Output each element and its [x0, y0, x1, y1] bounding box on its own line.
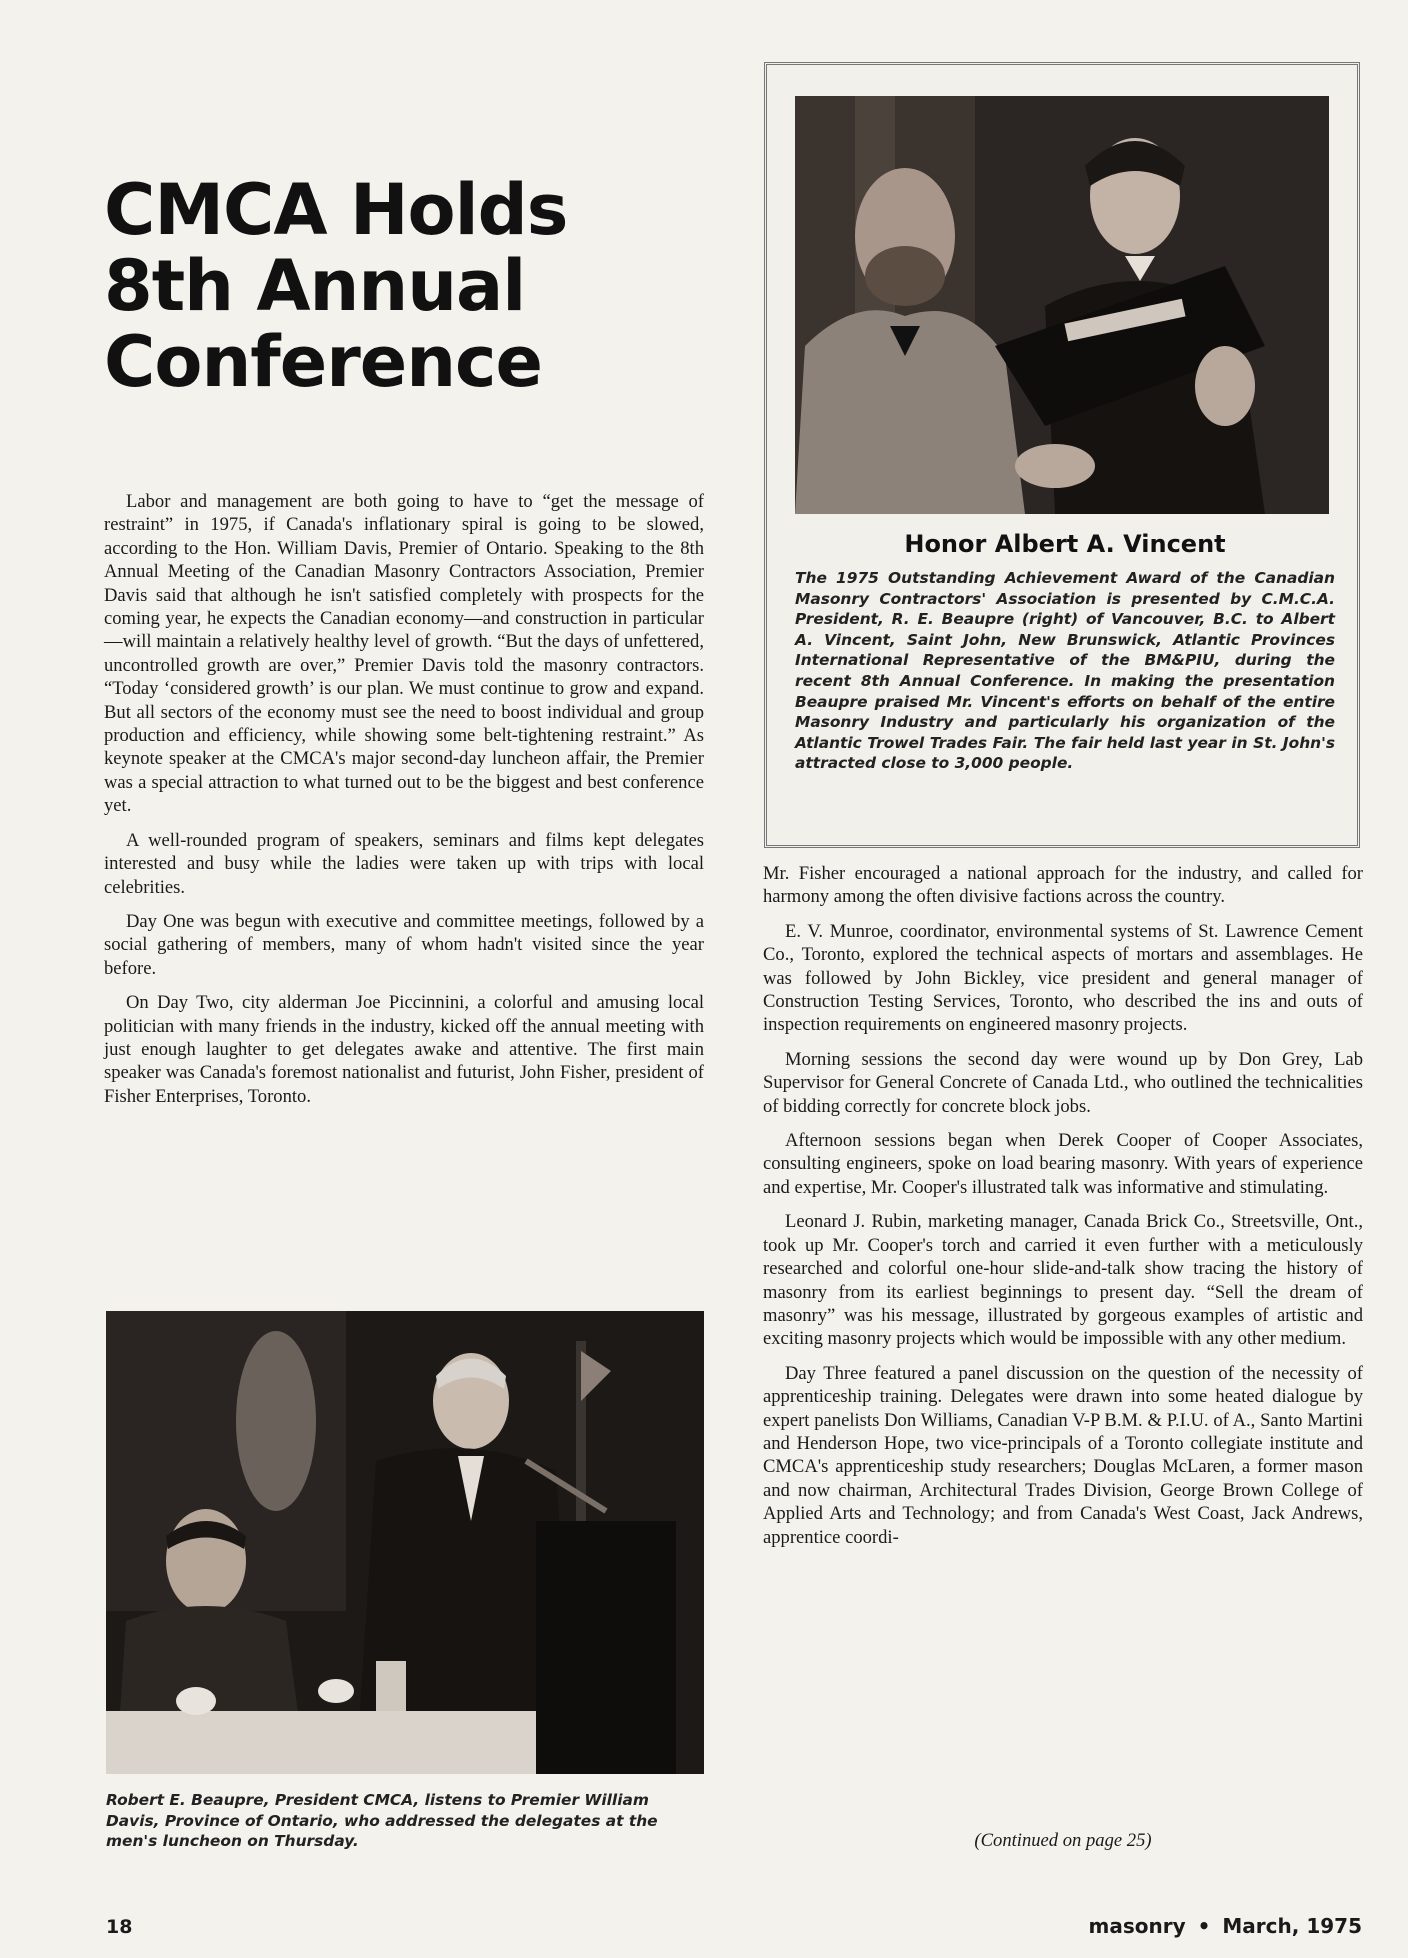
page-number: 18 [106, 1916, 133, 1938]
article-right-column [763, 862, 1363, 1560]
headline [104, 169, 704, 403]
headline-line-1: CMCA Holds [104, 169, 568, 251]
award-title: Honor Albert A. Vincent [904, 530, 1226, 558]
award-caption: The 1975 Outstanding Achievement Award of the Canadian Masonry Contractors' Association is presented by C.M.C.A. President, R. E. Beaupre (right) of Vancouver, B.C. to Albert A. Vincent, Saint John, New Brunswick, Atlantic Provinces International Representative of the BM&PIU, during the recent 8th Annual Conference. In making the presentation Beaupre praised Mr. Vincent's efforts on behalf of the entire Masonry Industry and particularly his organization of the Atlantic Trowel Trades Fair. The fair held last year in St. John's attracted close to 3,000 people. [795, 569, 1335, 773]
running-footer [1088, 1914, 1362, 1938]
article-paragraph: Mr. Fisher encouraged a national approach for the industry, and called for harmony among the often divisive factions across the country. [763, 863, 1363, 908]
headline-line-2: 8th Annual [104, 245, 526, 327]
issue-date: March, 1975 [1222, 1914, 1362, 1938]
luncheon-photo [106, 1311, 704, 1774]
luncheon-photo-caption: Robert E. Beaupre, President CMCA, listens to Premier William Davis, Province of Ontario, who addressed the delegates at the men's luncheon on Thursday. [106, 1791, 658, 1851]
continued-note: (Continued on page 25) [974, 1830, 1152, 1851]
article-paragraph: Afternoon sessions began when Derek Cooper of Cooper Associates, consulting engineers, spoke on load bearing masonry. With years of experience and expertise, Mr. Cooper's illustrated talk was informative and stimulating. [763, 1130, 1363, 1198]
article-left-column [104, 490, 704, 1119]
article-paragraph: Labor and management are both going to have to “get the message of restraint” in 1975, if Canada's inflationary spiral is going to be slowed, according to the Hon. William Davis, Premier of Ontario. Speaking to the 8th Annual Meeting of the Canadian Masonry Contractors Association, Premier Davis said that although he isn't satisfied completely with prospects for the coming year, he expects the Canadian economy—and construction in particular—will maintain a relatively healthy level of growth. “But the days of unfettered, uncontrolled growth are over,” Premier Davis told the masonry contractors. “Today ‘considered growth’ is our plan. We must continue to grow and expand. But all sectors of the economy must see the need to boost individual and group production and efficiency, while showing some belt-tightening restraint.” As keynote speaker at the CMCA's major second-day luncheon affair, the Premier was a special attraction to what turned out to be the biggest and best conference yet. [104, 491, 704, 817]
article-paragraph: Day Three featured a panel discussion on the question of the necessity of apprenticeship training. Delegates were drawn into some heated dialogue by expert panelists Don Williams, Canadian V-P B.M. & P.I.U. of A., Santo Martini and Henderson Hope, two vice-principals of a Toronto collegiate institute and CMCA's apprenticeship study researchers; Douglas McLaren, a former mason and now chairman, Architectural Trades Division, George Brown College of Applied Arts and Technology; and from Canada's West Coast, Jack Andrews, apprentice coordi- [763, 1362, 1363, 1548]
award-presentation-photo [795, 96, 1329, 514]
headline-line-3: Conference [104, 321, 543, 403]
article-paragraph: Morning sessions the second day were wound up by Don Grey, Lab Supervisor for General Concrete of Canada Ltd., who outlined the technicalities of bidding correctly for concrete block jobs. [763, 1048, 1363, 1117]
footer-separator: • [1197, 1914, 1211, 1938]
article-paragraph: Leonard J. Rubin, marketing manager, Canada Brick Co., Streetsville, Ont., took up Mr. Cooper's torch and carried it even further with a meticulously researched and colorful one-hour slide-and-talk show tracing the history of masonry from its earliest beginnings to present day. “Sell the dream of masonry” was his message, illustrated by gorgeous examples of artistic and exciting masonry projects which would be impossible with any other medium. [763, 1211, 1363, 1350]
article-paragraph: Day One was begun with executive and committee meetings, followed by a social gathering of members, many of whom hadn't visited since the year before. [104, 910, 704, 979]
article-paragraph: On Day Two, city alderman Joe Piccinnini, a colorful and amusing local politician with many friends in the industry, kicked off the annual meeting with just enough laughter to get delegates awake and attentive. The first main speaker was Canada's foremost nationalist and futurist, John Fisher, president of Fisher Enterprises, Toronto. [104, 992, 704, 1107]
magazine-name: masonry [1088, 1914, 1186, 1938]
article-paragraph: E. V. Munroe, coordinator, environmental systems of St. Lawrence Cement Co., Toronto, explored the technical aspects of mortars and assemblages. He was followed by John Bickley, vice president and general manager of Construction Testing Services, Toronto, who described the ins and outs of inspection requirements on engineered masonry projects. [763, 920, 1363, 1036]
article-paragraph: A well-rounded program of speakers, seminars and films kept delegates interested and busy while the ladies were taken up with trips with local celebrities. [104, 829, 704, 898]
